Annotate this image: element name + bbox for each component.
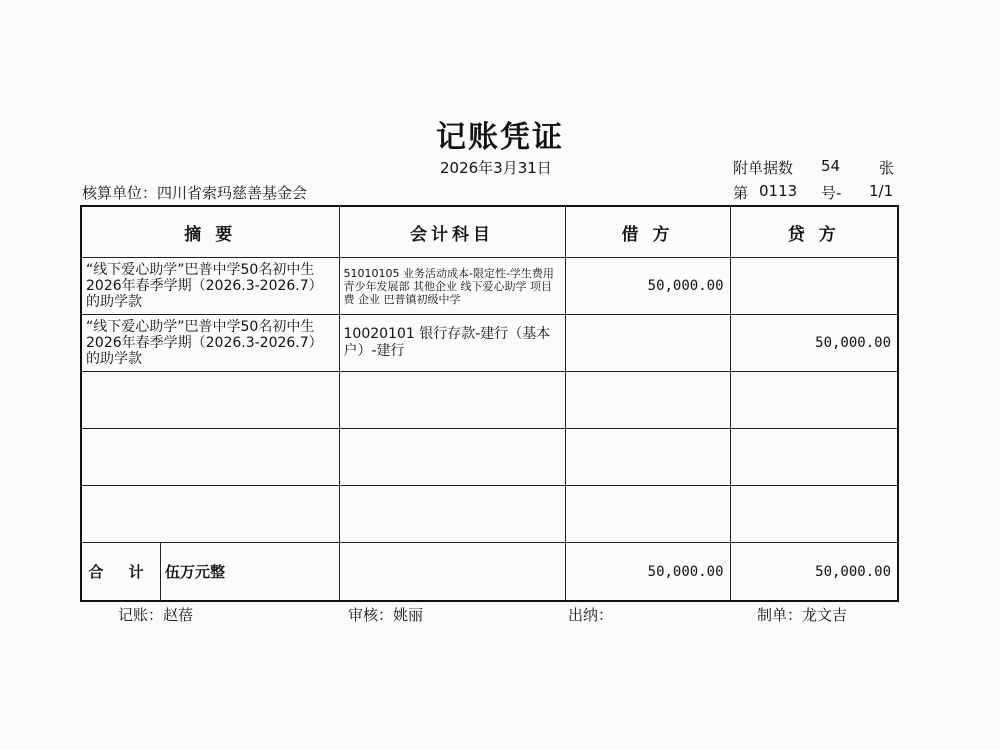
total-row xyxy=(81,543,898,602)
cashier-signature: 出纳： xyxy=(568,606,614,624)
total-debit: 50,000.00 xyxy=(565,543,730,602)
empty-cell xyxy=(565,372,730,429)
entry-debit: 50,000.00 xyxy=(565,258,730,315)
voucher-number-suffix: 号- xyxy=(821,184,842,202)
header-summary: 摘 要 xyxy=(81,206,339,258)
total-account-cell xyxy=(339,543,565,602)
bookkeeper-signature: 记账：赵蓓 xyxy=(118,606,194,624)
attachment-label: 附单据数 xyxy=(733,159,794,177)
empty-cell xyxy=(81,429,339,486)
empty-cell xyxy=(81,486,339,543)
empty-cell xyxy=(730,372,898,429)
empty-cell xyxy=(565,429,730,486)
entry-credit: 50,000.00 xyxy=(730,315,898,372)
empty-cell xyxy=(565,486,730,543)
empty-cell xyxy=(339,486,565,543)
total-credit: 50,000.00 xyxy=(730,543,898,602)
table-row-empty xyxy=(81,429,898,486)
reviewer-signature: 审核：姚丽 xyxy=(348,606,424,624)
voucher-table xyxy=(80,205,899,602)
entry-summary: “线下爱心助学”巴普中学50名初中生2026年春季学期（2026.3-2026.7）的助学款 xyxy=(81,315,339,372)
entry-credit xyxy=(730,258,898,315)
attachment-unit: 张 xyxy=(879,159,895,177)
voucher-number-value: 0113 xyxy=(759,182,798,200)
empty-cell xyxy=(339,372,565,429)
table-row xyxy=(81,258,898,315)
header-account: 会计科目 xyxy=(339,206,565,258)
attachment-number: 54 xyxy=(821,157,841,175)
table-row-empty xyxy=(81,486,898,543)
total-label: 合 计 xyxy=(82,543,161,600)
accounting-unit xyxy=(82,182,307,203)
voucher-date: 2026年3月31日 xyxy=(440,159,552,177)
table-row-empty xyxy=(81,372,898,429)
entry-account: 51010105 业务活动成本-限定性-学生费用 青少年发展部 其他企业 线下爱心助学 项目费 企业 巴普镇初级中学 xyxy=(339,258,565,315)
preparer-signature: 制单：龙文吉 xyxy=(757,606,848,624)
entry-debit xyxy=(565,315,730,372)
empty-cell xyxy=(730,429,898,486)
header-credit: 贷 方 xyxy=(730,206,898,258)
voucher-number-prefix: 第 xyxy=(733,184,749,202)
accounting-unit-label: 核算单位： xyxy=(82,184,158,202)
entry-summary: “线下爱心助学”巴普中学50名初中生2026年春季学期（2026.3-2026.7）的助学款 xyxy=(81,258,339,315)
accounting-unit-name: 四川省索玛慈善基金会 xyxy=(157,184,308,202)
empty-cell xyxy=(730,486,898,543)
total-capital-amount: 伍万元整 xyxy=(165,563,226,581)
entry-account: 10020101 银行存款-建行（基本户）-建行 xyxy=(339,315,565,372)
voucher-title: 记账凭证 xyxy=(436,120,564,155)
header-debit: 借 方 xyxy=(565,206,730,258)
total-summary-cell xyxy=(81,543,339,602)
table-row xyxy=(81,315,898,372)
voucher-page: 1/1 xyxy=(869,182,894,200)
table-header-row xyxy=(81,206,898,258)
empty-cell xyxy=(81,372,339,429)
empty-cell xyxy=(339,429,565,486)
